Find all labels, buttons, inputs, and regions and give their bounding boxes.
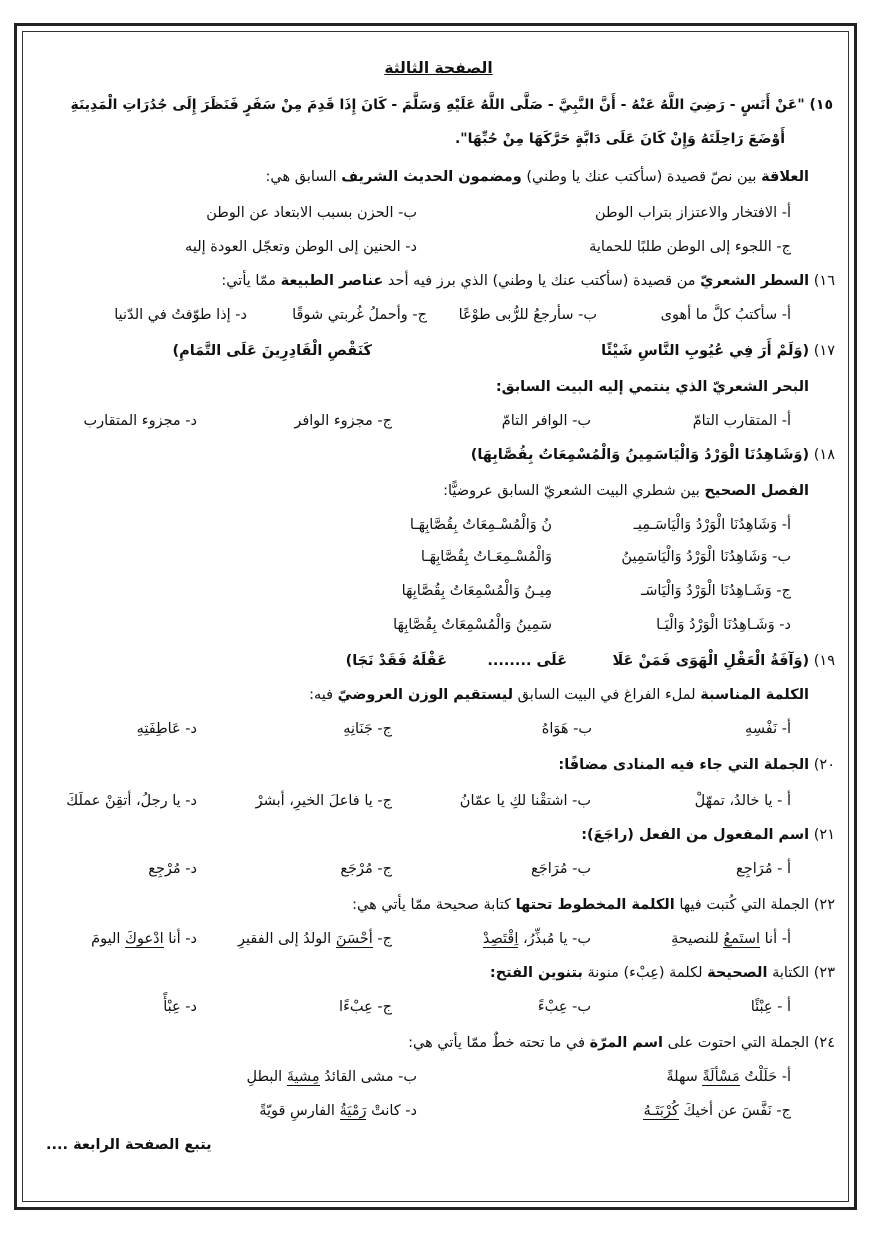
q21-stem: ٢١) اسم المفعول من الفعل (راجَعَ):: [581, 827, 835, 843]
q20-option-d[interactable]: د- يا رجلُ، أتقِنْ عملَكَ: [66, 793, 197, 809]
q15-text-line1: ١٥) "عَنْ أَنَسٍ - رَضِيَ اللَّهُ عَنْهُ - أَنَّ النَّبِيَّ - صَلَّى اللَّهُ عَلَيْهِ وَسَلَّمَ - كَانَ إِذَا قَدِمَ مِنْ سَفَرٍ فَنَظَرَ إِلَى جُدُرَاتِ الْمَدِينَةِ: [70, 97, 833, 113]
q20-option-b[interactable]: ب- اشتقْنا لكِ يا عمّانُ: [459, 793, 591, 809]
q17-option-a[interactable]: أ- المتقارب التامّ: [692, 413, 791, 429]
q24-option-d[interactable]: د- كانتْ رَمْيَةُ الفارسِ قويّةً: [259, 1103, 417, 1119]
q18-option-d-right[interactable]: د- وَشَـاهِدُنَا الْوَرْدُ وَالْيَـا: [656, 617, 791, 633]
q17-option-c[interactable]: ج- مجزوء الوافر: [294, 413, 392, 429]
q17-stem: البحر الشعريّ الذي ينتمي إليه البيت السابق:: [495, 379, 809, 395]
q24-stem: ٢٤) الجملة التي احتوت على اسم المرّة في ما تحته خطٌ ممّا يأتي هي:: [408, 1035, 835, 1051]
q24-option-b[interactable]: ب- مشى القائدُ مِشيةَ البطلِ: [246, 1069, 417, 1085]
q24-option-c[interactable]: ج- نَفَّسَ عن أخيكَ كُرْبَتَـهُ: [643, 1103, 791, 1119]
q22-option-a[interactable]: أ- أنا استَمعُ للنصيحةِ: [671, 931, 791, 947]
q20-option-c[interactable]: ج- يا فاعلَ الخيرِ، أبشرْ: [255, 793, 392, 809]
q23-option-b[interactable]: ب- عِبْءً: [537, 999, 591, 1015]
q18-option-c-left[interactable]: مِيـنُ وَالْمُسْمِعَاتُ بِقُصَّابِهَا: [401, 583, 552, 599]
q15-text-line2: أَوْضَعَ رَاحِلَتَهُ وَإِنْ كَانَ عَلَى دَابَّةٍ حَرَّكَهَا مِنْ حُبِّهَا".: [454, 131, 785, 147]
q23-option-d[interactable]: د- عِبْأً: [163, 999, 197, 1015]
q18-stem: الفصل الصحيح بين شطري البيت الشعريّ السابق عروضيًّا:: [443, 483, 809, 499]
q21-option-b[interactable]: ب- مُرَاجَع: [531, 861, 591, 877]
q24-option-a[interactable]: أ- حَلَلْتُ مَسْألَةً سهلةً: [666, 1069, 791, 1085]
q21-option-c[interactable]: ج- مُرْجَع: [340, 861, 392, 877]
q23-option-c[interactable]: ج- عِبْءًا: [339, 999, 392, 1015]
q18-option-b-left[interactable]: وَالْمُسْـمِعَـاتُ بِقُصَّابِهَـا: [420, 549, 552, 565]
q19-verse-mid: عَلَى ........: [487, 653, 567, 669]
q19-option-d[interactable]: د- عَاطِفَتِهِ: [136, 721, 197, 737]
footer-next-page: يتبع الصفحة الرابعة ....: [46, 1137, 212, 1153]
q22-option-c[interactable]: ج- أحْسَنَ الولدُ إلى الفقيرِ: [238, 931, 392, 947]
q16-stem: ١٦) السطر الشعريّ من قصيدة (سأكتب عنك يا وطني) الذي برز فيه أحد عناصر الطبيعة ممّا يأتي:: [221, 273, 835, 289]
q16-option-c[interactable]: ج- وأحملُ غُربتي شوقًا: [292, 307, 427, 323]
q18-option-a-right[interactable]: أ- وَشَاهِدُنَا الْوَرْدُ وَالْيَاسَـمِيـ: [633, 517, 791, 533]
q18-option-b-right[interactable]: ب- وَشَاهِدُنَا الْوَرْدُ وَالْيَاسَمِينُ: [621, 549, 791, 565]
q16-option-b[interactable]: ب- سأرجعُ للرُّبى طوْعًا: [458, 307, 597, 323]
q22-option-b[interactable]: ب- يا مُبذِّرُ، اِقْتَصِدْ: [482, 931, 591, 947]
q16-option-d[interactable]: د- إذا طوّفتُ في الدّنيا: [114, 307, 247, 323]
q17-verse-left: كَنَقْصِ الْقَادِرِينَ عَلَى التَّمَامِ): [172, 343, 372, 359]
q19-stem: الكلمة المناسبة لملء الفراغ في البيت السابق ليستقيم الوزن العروضيّ فيه:: [309, 687, 809, 703]
q18-verse: ١٨) (وَشَاهِدُنَا الْوَرْدُ وَالْيَاسَمِينُ وَالْمُسْمِعَاتُ بِقُصَّابِهَا): [470, 447, 835, 463]
q19-verse-right: ١٩) (وَآفَةُ الْعَقْلِ الْهَوَى فَمَنْ عَلَا: [612, 653, 835, 669]
q15-option-d[interactable]: د- الحنين إلى الوطن وتعجّل العودة إليه: [185, 239, 417, 255]
q23-stem: ٢٣) الكتابة الصحيحة لكلمة (عِبْء) منونة بتنوين الفتح:: [489, 965, 835, 981]
q15-option-c[interactable]: ج- اللجوء إلى الوطن طلبًا للحماية: [589, 239, 791, 255]
q22-option-d[interactable]: د- أنا ادْعوكَ اليومَ: [91, 931, 197, 947]
page-title: الصفحة الثالثة: [384, 59, 493, 77]
q18-option-c-right[interactable]: ج- وَشَـاهِدُنَا الْوَرْدُ وَالْيَاسَـ: [641, 583, 791, 599]
q15-stem: العلاقة بين نصّ قصيدة (سأكتب عنك يا وطني) ومضمون الحديث الشريف السابق هي:: [265, 169, 809, 185]
q18-option-d-left[interactable]: سَمِينُ وَالْمُسْمِعَاتُ بِقُصَّابِهَا: [393, 617, 552, 633]
q15-option-b[interactable]: ب- الحزن بسبب الابتعاد عن الوطن: [206, 205, 417, 221]
q17-option-d[interactable]: د- مجزوء المتقارب: [83, 413, 197, 429]
q16-option-a[interactable]: أ- سأكتبُ كلَّ ما أهوى: [660, 307, 791, 323]
q22-stem: ٢٢) الجملة التي كُتبت فيها الكلمة المخطوط تحتها كتابة صحيحة ممّا يأتي هي:: [352, 897, 835, 913]
q20-stem: ٢٠) الجملة التي جاء فيه المنادى مضافًا:: [558, 757, 835, 773]
q19-option-b[interactable]: ب- هَوَاهُ: [541, 721, 592, 737]
q18-option-a-left[interactable]: نُ وَالْمُسْـمِعَاتُ بِقُصَّابِهَـا: [409, 517, 552, 533]
q17-option-b[interactable]: ب- الوافر التامّ: [501, 413, 591, 429]
q15-option-a[interactable]: أ- الافتخار والاعتزاز بتراب الوطن: [594, 205, 791, 221]
q19-verse-left: عَقْلَهُ فَقَدْ نَجَا): [345, 653, 447, 669]
q23-option-a[interactable]: أ - عِبْئًا: [750, 999, 791, 1015]
q20-option-a[interactable]: أ - يا خالدُ، تمهّلْ: [694, 793, 791, 809]
q19-option-c[interactable]: ج- جَنَانِهِ: [343, 721, 392, 737]
q21-option-a[interactable]: أ - مُرَاجِع: [736, 861, 791, 877]
q17-verse-right: ١٧) (وَلَمْ أَرَ فِي عُيُوبِ النَّاسِ شَيْئًا: [601, 343, 835, 359]
q19-option-a[interactable]: أ- نَفْسِهِ: [745, 721, 791, 737]
q21-option-d[interactable]: د- مُرْجِع: [148, 861, 197, 877]
